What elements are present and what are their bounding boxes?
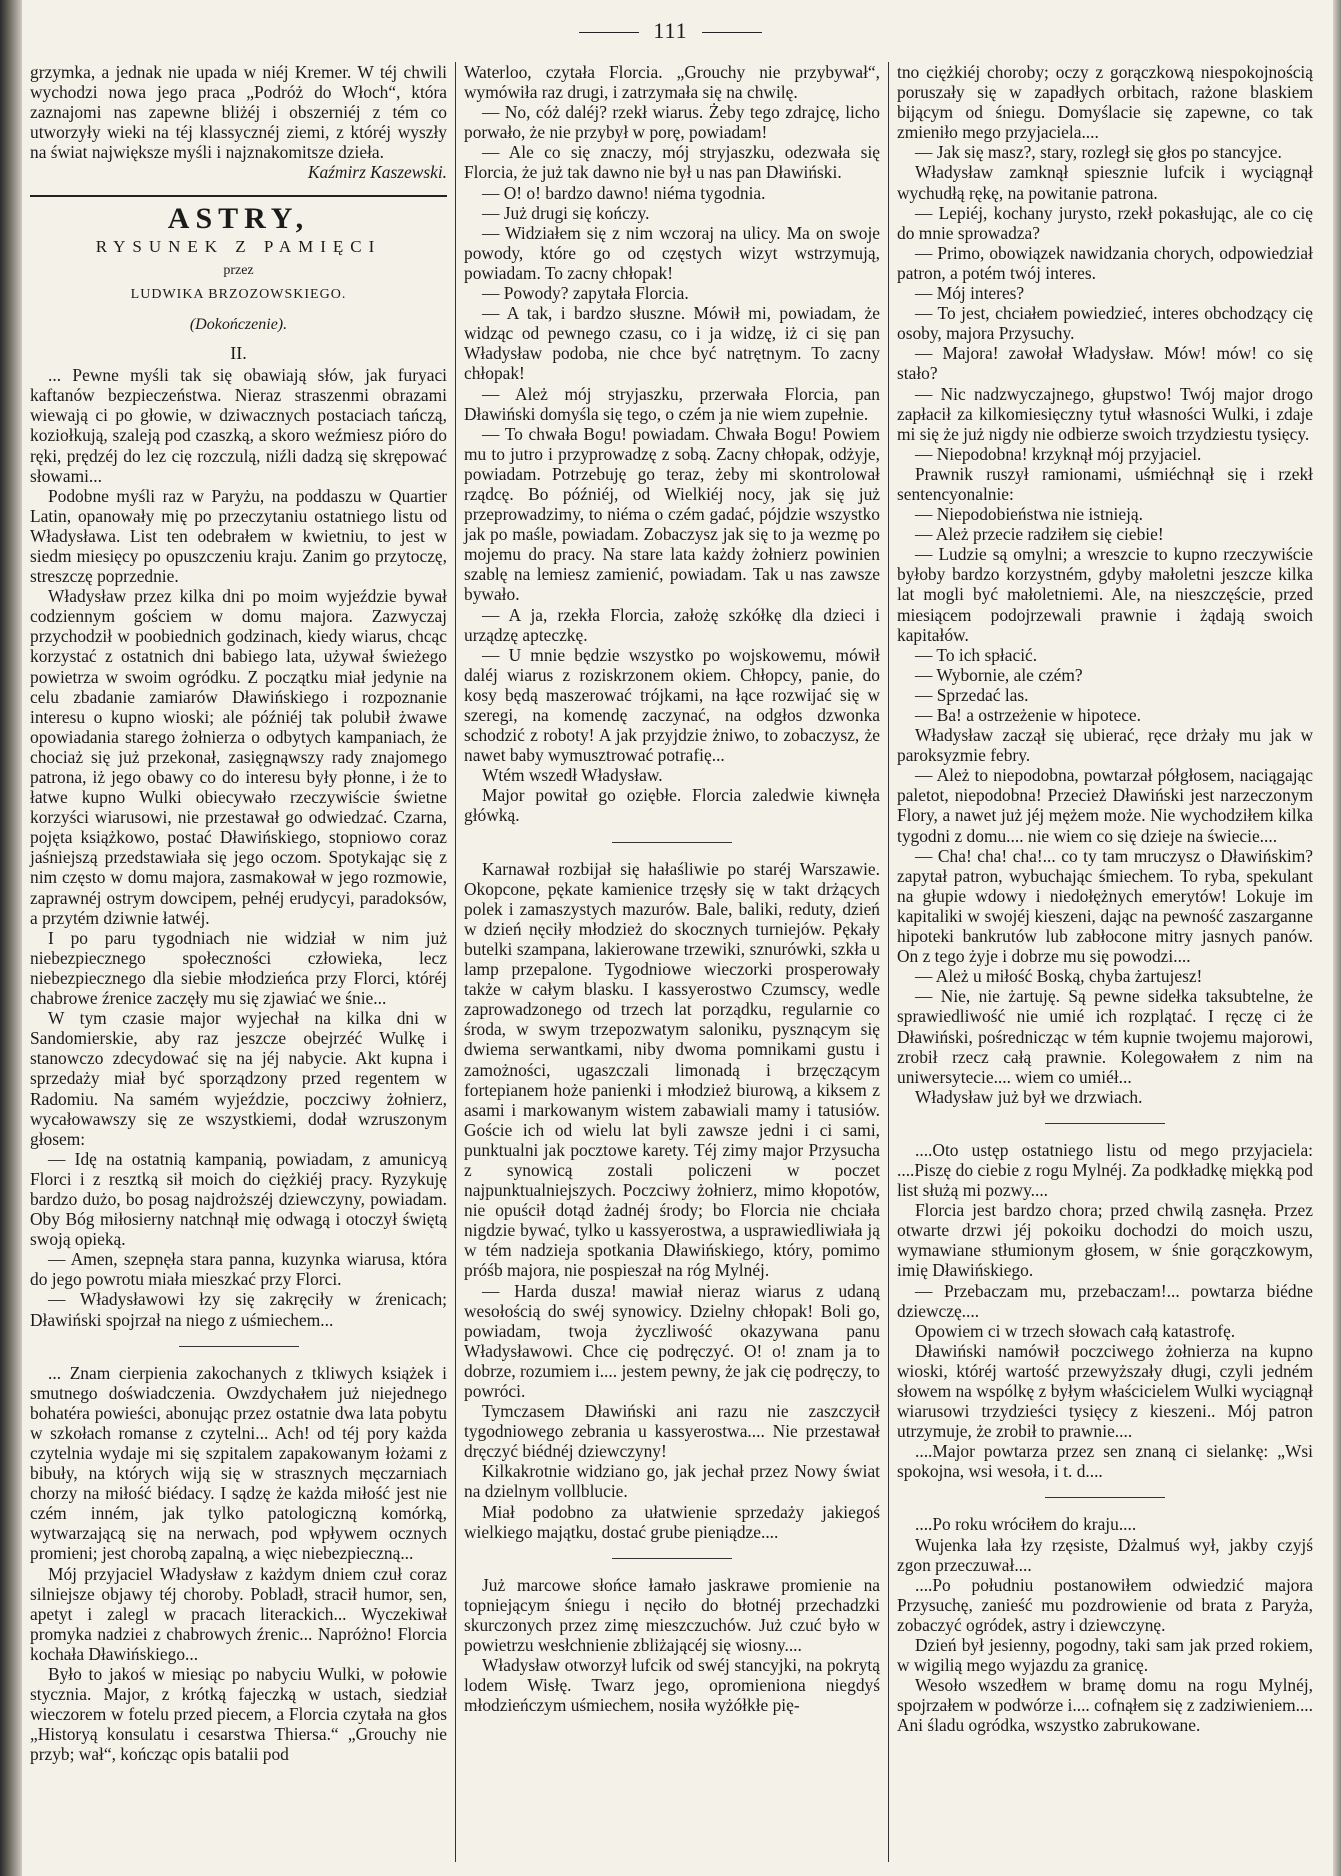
paragraph: — To ich spłacić. (915, 644, 1038, 665)
paragraph: — Jak się masz?, stary, rozległ się głos po stancyjce. (915, 142, 1282, 163)
paragraph: — Ludzie są omylni; a wreszcie to kupno rzeczywiście byłoby bardzo korzystném, gdyby małoletni jeszcze kilka lat mogli być małoletniemi. Ale, na nieszczęście, przed miesiącem podojrzewali prawnie i żądają swoich kapitałów. (897, 544, 1313, 645)
paragraph: — Niepodobna! krzyknął mój przyjaciel. (915, 443, 1202, 464)
scene-divider (612, 842, 732, 843)
scene-divider (179, 1346, 299, 1347)
paragraph: Tymczasem Dławiński ani razu nie zaszczycił tygodniowego zebrania u kassyerostwa.... Nie przestawał dręczyć biédnéj dziewczyny! (464, 1401, 880, 1462)
paragraph: grzymka, a jednak nie upada w niéj Kremer. W téj chwili wychodzi nowa jego praca „Podróż do Włoch“, która zaznajomi nas zapewne bliżéj i obszerniéj z tém co utworzyły wieki na téj klassycznéj ziemi, z któréj wyszły na świat największe myśli i najznakomitsze dzieła. (30, 62, 447, 163)
paragraph: Władysław zamknął spiesznie lufcik i wyciągnął wychudłą rękę, na powitanie patrona. (897, 162, 1313, 203)
column-left (22, 62, 455, 1862)
paragraph: — Sprzedać las. (915, 684, 1029, 705)
story-subtitle: RYSUNEK Z PAMIĘCI (95, 236, 382, 256)
paragraph: Podobne myśli raz w Paryżu, na poddaszu w Quartier Latin, opanowały mię po przeczytaniu ostatniego listu od Władysława. List ten odebrałem w kwietniu, to jest w siedm miesięcy po opuszczeniu kraju. Zanim go przytoczę, streszczę poprzednie. (30, 485, 447, 587)
paragraph: Prawnik ruszył ramionami, uśmiéchnął się i rzekł sentencyonalnie: (897, 463, 1313, 504)
scene-divider (1045, 1123, 1165, 1124)
paragraph: Było to jakoś w miesiąc po nabyciu Wulki, w połowie stycznia. Major, z krótką fajeczką w ustach, siedział wieczorem w fotelu przed piecem, a Florcia czytała na głos „Historyą konsulatu i cesarstwa Thiersa.“ „Grouchy nie przyb; wał“, kończąc opis batalii pod (30, 1664, 447, 1765)
paragraph: — Ależ u miłość Boską, chyba żartujesz! (915, 966, 1203, 987)
scan-binding-edge (0, 0, 22, 1876)
paragraph: — Powody? zapytała Florcia. (482, 283, 689, 304)
paragraph: Władysław przez kilka dni po moim wyjeździe bywał codziennym gościem w domu majora. Zazwyczaj przychodził w poobiednich godzinach, kiedy wiarus, chcąc korzystać z ostatnich dni babiego lata, używał świeżego powietrza w swoim ogródku. Z początku miał jedynie na celu zbadanie zamiarów Dławińskiego i rozpoznanie interesu o kupno wioski; ale późniéj tak polubił żwawe opowiadania starego żołnierza o odbytych kampaniach, że chociaż się już przekonał, zasięgnąwszy rady znajomego patrona, iż jego obawy co do interesu były płonne, i że to łatwe kupno Wulki obiecywało rzeczywiście świetne korzyści wiarusowi, nie przestawał go odwiedzać. Czarna, pojęta książkowo, postać Dławińskiego, stopniowo coraz jaśniejszą przedstawiała się jego oczom. Spotykając się z nim często w domu majora, zasmakował w jego rozmowie, zaprawnéj ostrym dowcipem, pełnéj erudycyi, paradoksów, a przytém dziwnie łatwéj. (30, 586, 447, 928)
paragraph: Florcia jest bardzo chora; przed chwilą zasnęła. Przez otwarte drzwi jéj pokoiku dochodzi do moich uszu, wymawiane stłumionym głosem, w śnie gorączkowym, imię Dławińskiego. (897, 1200, 1313, 1281)
page-number-right-rule (702, 32, 762, 33)
signature: Kaźmirz Kaszewski. (307, 162, 447, 183)
page-number-text: 111 (653, 18, 688, 43)
paragraph: — A tak, i bardzo słuszne. Mówił mi, powiadam, że widząc od pewnego czasu, co i ja widzę, iż ci się pan Władysław podoba, nie chce być natrętnym. To zacny chłopak! (464, 303, 880, 384)
story-author: LUDWIKA BRZOZOWSKIEGO. (130, 286, 347, 302)
paragraph: — Ależ to niepodobna, powtarzał półgłosem, naciągając paletot, niepodobna! Przecież Dławiński jest narzeczonym Flory, a nawet już jéj mężem może. Nie wychodziłem kilka tygodni z domu.... nie wiem co się dzieje na świecie.... (897, 765, 1313, 846)
section-divider (30, 195, 447, 197)
paragraph: Kilkakrotnie widziano go, jak jechał przez Nowy świat na dzielnym vollblucie. (464, 1461, 880, 1502)
paragraph: ... Znam cierpienia zakochanych z tkliwych książek i smutnego doświadczenia. Owzdychałem już niejednego bohatéra powieści, abonując przez ostatnie dwa lata pobytu w szkołach romanse z czytelni... Ach! od téj pory każda czytelnia wydaje mi się szpitalem zapakowanym łożami z bibuły, na których wiją się w strasznych męczarniach chorzy na miłość biédacy. I sądzę że każda miłość jest nie czém inném, jak tylko patologiczną komórką, wytwarzającą się na nerwach, pod wpływem ocznych promieni; jest chorobą zapalną, a więc niebezpieczną... (30, 1362, 447, 1564)
paragraph: — O! o! bardzo dawno! niéma tygodnia. (482, 182, 766, 203)
paragraph: Karnawał rozbijał się hałaśliwie po staréj Warszawie. Okopcone, pękate kamienice trzęsły się w takt drżących polek i zamaszystych mazurów. Bale, baliki, reduty, dzień w dzień nęciły młodzież do skocznych turniejów. Pękały butelki szampana, lakierowane trzewiki, sznurówki, szkła u lamp przepalone. Tygodniowe wieczorki prosperowały także w całym blasku. I kassyerostwo Czumscy, wedle zaprowadzonego od trzech lat porządku, regularnie co środa, w swym trzepozwatym saloniku, pysznącym się dwiema serwantkami, niby dwoma pomnikami gustu i zamożności, ugaszczali limonadą i brzęczącym fortepianem hoże panienki i młodzież biurową, a kiksem z asami i markowanym wistem zabawiali mamy i tatusiów. Goście ich od wielu lat byli zawsze jedni i ci sami, punktualni jak pocztowe karety. Téj zimy major Przysucha z synowicą zostali policzeni w poczet najpunktualniejszych. Poczciwy żołnierz, mimo kłopotów, nie opuścił dotąd żadnéj środy; bo Florcia nie chciała nigdzie bywać, tylko u kassyerostwa, a usprawiedliwiała ją w tém nadzieja spotkania Dławińskiego, który, pomimo próśb majora, nie pospieszał na róg Mylnéj. (464, 858, 880, 1281)
paragraph: ....Po południu postanowiłem odwiedzić majora Przysuchę, zanieść mu pozdrowienie od brata z Paryża, zobaczyć ogródek, astry i dziewczynę. (897, 1574, 1313, 1635)
paragraph: — Mój interes? (915, 283, 1025, 304)
paragraph: — Ba! a ostrzeżenie w hipotece. (915, 705, 1141, 725)
paragraph: — A ja, rzekła Florcia, założę szkółkę dla dzieci i urządzę apteczkę. (464, 604, 880, 645)
continuation-note: (Dokończenie). (189, 315, 288, 333)
paragraph: — Władysławowi łzy się zakręciły w źrenicach; Dławiński spojrzał na niego z uśmiechem... (30, 1289, 447, 1330)
paragraph: I po paru tygodniach nie widział w nim już niebezpiecznego społeczności człowieka, lecz niebezpiecznego dla siebie młodzieńca przy Florci, któréj chabrowe źrenice zaczęły mu się zjawiać we śnie... (30, 927, 447, 1009)
paragraph: — Nie, nie żartuję. Są pewne sidełka taksubtelne, że sprawiedliwość nie umié ich rozplątać. I ręczę ci że Dławiński, pośrednicząc w tém kupnie twojemu majorowi, zrobił rzecz całą prawnie. Kolegowałem z nim na uniwersytecie.... wiem co umiéł... (897, 986, 1313, 1087)
paragraph: Dzień był jesienny, pogodny, taki sam jak przed rokiem, w wigilią mego wyjazdu za granicę. (897, 1635, 1313, 1676)
page-number-left-rule (579, 32, 639, 33)
paragraph: Miał podobno za ułatwienie sprzedaży jakiegoś wielkiego majątku, dostać grube pieniądze.... (464, 1501, 880, 1542)
paragraph: — To jest, chciałem powiedzieć, interes obchodzący cię osoby, majora Przysuchy. (897, 303, 1313, 344)
story-title: ASTRY, (167, 201, 310, 235)
paragraph: Opowiem ci w trzech słowach całą katastrofę. (915, 1320, 1236, 1341)
paragraph: — Lepiéj, kochany jurysto, rzekł pokasłując, ale co cię do mnie sprowadza? (897, 202, 1313, 243)
paragraph: — Ale co się znaczy, mój stryjaszku, odezwała się Florcia, że już tak dawno nie był u nas pan Dławiński. (464, 142, 880, 183)
paragraph: — Nic nadzwyczajnego, głupstwo! Twój major drogo zapłacił za kilkomiesięczny tytuł własności Wulki, i zdaje mi się że już nigdy nie odbierze swoich trzydziestu tysięcy. (897, 383, 1313, 444)
paragraph: Władysław otworzył lufcik od swéj stancyjki, na pokrytą lodem Wisłę. Twarz jego, opromieniona niegdyś młodzieńczym uśmiechem, nosiła wyżółkłe pię- (464, 1655, 880, 1716)
paragraph: Wtém wszedł Władysław. (482, 765, 663, 786)
paragraph: W tym czasie major wyjechał na kilka dni w Sandomierskie, aby raz jeszcze obejrzéć Wulkę i stanowczo zdecydować się na jéj nabycie. Akt kupna i sprzedaży miał być sporządzony przed regentem w Radomiu. Na samém wyjeździe, poczciwy żołnierz, wycałowawszy się ze wszystkiemi, dodał wzruszonym głosem: (30, 1008, 447, 1149)
paragraph: — Harda dusza! mawiał nieraz wiarus z udaną wesołością do swéj synowicy. Dzielny chłopak! Boli go, powiadam, twoja życzliwość okazywana panu Władysławowi. Chce cię podręczyć. O! o! znam ja to dobrze, rozumiem i.... jestem pewny, że jak cię podręczy, to powróci. (464, 1280, 880, 1401)
paragraph: — To chwała Bogu! powiadam. Chwała Bogu! Powiem mu to jutro i przyprowadzę z sobą. Zacny chłopak, odżyje, powiadam. Potrzebuję go teraz, żeby mi skontrolował rządcę. Bo późniéj, od Wielkiéj nocy, jak się już przeprowadzimy, to niéma o czém gadać, pójdzie wszystko jak po maśle, powiadam. Zobaczysz jak się to ja wezmę po mojemu do pracy. Na stare lata każdy żołnierz powinien szablę na lemiesz zamienić, powiadam. Tak u nas zawsze bywało. (464, 423, 880, 605)
page-number (0, 18, 1341, 44)
paragraph: Wesoło wszedłem w bramę domu na rogu Mylnéj, spojrzałem w podwórze i.... cofnąłem się z zadziwieniem.... Ani śladu ogródka, wszystko zabrukowane. (897, 1675, 1313, 1736)
paragraph: — Cha! cha! cha!... co ty tam mruczysz o Dławińskim? zapytał patron, wybuchając śmiechem. To ryba, spekulant na głupie wdowy i niedołężnych emerytów! Lokuje im kapitaliki w swojéj kieszeni, dając na pewność zaszarganne hipoteki bankrutów lub zabłocone mitry jasnych panów. On z tego żyje i dobrze mu się powodzi.... (897, 845, 1313, 967)
scene-divider (612, 1558, 732, 1559)
paragraph: Waterloo, czytała Florcia. „Grouchy nie przybywał“, wymówiła raz drugi, i zatrzymała się na chwilę. (464, 62, 880, 103)
paragraph: ....Major powtarza przez sen znaną ci sielankę: „Wsi spokojna, wsi wesoła, i t. d.... (897, 1441, 1313, 1482)
paragraph: Władysław już był we drzwiach. (915, 1086, 1143, 1107)
paragraph: — Majora! zawołał Władysław. Mów! mów! co się stało? (897, 343, 1313, 384)
paragraph: ....Po roku wróciłem do kraju.... (915, 1514, 1137, 1535)
paragraph: Dławiński namówił poczciwego żołnierza na kupno wioski, któréj wartość przewyższały długi, czyli jedném słowem na wspólkę z byłym właścicielem Wulki wyciągnął wiarusowi trzydzieści tysięcy z kieszeni.. Mój patron utrzymuje, że zrobił to prawnie.... (897, 1340, 1313, 1442)
paragraph: — Już drugi się kończy. (482, 202, 650, 223)
byline-prefix: przez (223, 262, 254, 278)
paragraph: — U mnie będzie wszystko po wojskowemu, mówił daléj wiarus z roziskrzonem okiem. Chłopcy, panie, do kosy będą maszerować trójkami, na łące rozwijać się w szeregi, na komendę zaczynać, na odgłos dzwonka schodzić z roboty! A jak przyjdzie żniwo, to zobaczysz, że nawet baby wymusztrować potrafię... (464, 644, 880, 766)
paragraph: — Niepodobieństwa nie istnieją. (915, 504, 1143, 525)
chapter-number: II. (230, 343, 247, 364)
paragraph: — Ależ przecie radziłem się ciebie! (915, 524, 1164, 545)
paragraph: — Amen, szepnęła stara panna, kuzynka wiarusa, która do jego powrotu miała mieszkać przy Florci. (30, 1249, 447, 1290)
paragraph: ... Pewne myśli tak się obawiają słów, jak furyaci kaftanów bezpieczeństwa. Nieraz straszenmi obrazami wiewają ci po głowie, w dziwacznych postaciach tańczą, koziołkują, szaleją pod czaszką, a skoro weźmiesz pióro do ręki, prędzéj do lez cię rozczulą, niźli dadzą się skrępować słowami... (30, 365, 447, 486)
paragraph: Major powitał go oziębłe. Florcia zaledwie kiwnęła główką. (464, 785, 880, 826)
article-columns (22, 62, 1322, 1862)
paragraph: Mój przyjaciel Władysław z każdym dniem czuł coraz silniejsze objawy téj choroby. Pobladł, stracił humor, sen, apetyt i zalegl w pracach literackich... Wyczekiwał promyka nadziei z chabrowych źrenic... Napróżno! Florcia kochała Dławińskiego... (30, 1563, 447, 1664)
scan-right-edge (1333, 0, 1341, 1876)
paragraph: — Widziałem się z nim wczoraj na ulicy. Ma on swoje powody, które go od częstych wizyt wstrzymują, powiadam. To zacny chłopak! (464, 222, 880, 283)
paragraph: — Ależ mój stryjaszku, przerwała Florcia, pan Dławiński domyśla się tego, o czém ja nie wiem zupełnie. (464, 383, 880, 424)
column-middle (455, 62, 888, 1862)
scene-divider (1045, 1497, 1165, 1498)
column-right (888, 62, 1321, 1862)
paragraph: ....Oto ustęp ostatniego listu od mego przyjaciela: ....Piszę do ciebie z rogu Mylnéj. Za podkładkę miękką pod list służą mi pozwy.... (897, 1139, 1313, 1201)
paragraph: Wujenka lała łzy rzęsiste, Dżalmuś wył, jakby czyjś zgon przeczuwał.... (897, 1534, 1313, 1575)
paragraph: tno ciężkiéj choroby; oczy z gorączkową niespokojnością poruszały się w zapadłych orbitach, rażone blaskiem bijącym od śniegu. Domyślacie się zapewne, co tak zmieniło mego przyjaciela.... (897, 62, 1313, 143)
paragraph: — Primo, obowiązek nawidzania chorych, odpowiedział patron, a potém twój interes. (897, 242, 1313, 283)
paragraph: — Idę na ostatnią kampanią, powiadam, z amunicyą Florci i z resztką sił moich do ciężkiéj pracy. Ryzykuję bardzo dużo, bo posag najdroższéj dziewczyny, powiadam. Oby Bóg miłosierny natchnął mię odwagą i otoczył świętą swoją opieką. (30, 1148, 447, 1250)
paragraph: Władysław zaczął się ubierać, ręce drżały mu jak w paroksyzmie febry. (897, 725, 1313, 766)
paragraph: — No, cóż daléj? rzekł wiarus. Żeby tego zdrajcę, licho porwało, że nie przybył w porę, powiadam! (464, 102, 880, 143)
paragraph: — Wybornie, ale czém? (915, 664, 1083, 685)
paragraph: — Przebaczam mu, przebaczam!... powtarza biédne dziewczę.... (897, 1280, 1313, 1321)
paragraph: Już marcowe słońce łamało jaskrawe promienie na topniejącym śniegu i nęciło do błotnéj przechadzki skurczonych przez zimę mieszczuchów. Już czuć było w powietrzu wesłchnienie zbliżającéj się wiosny.... (464, 1574, 880, 1656)
